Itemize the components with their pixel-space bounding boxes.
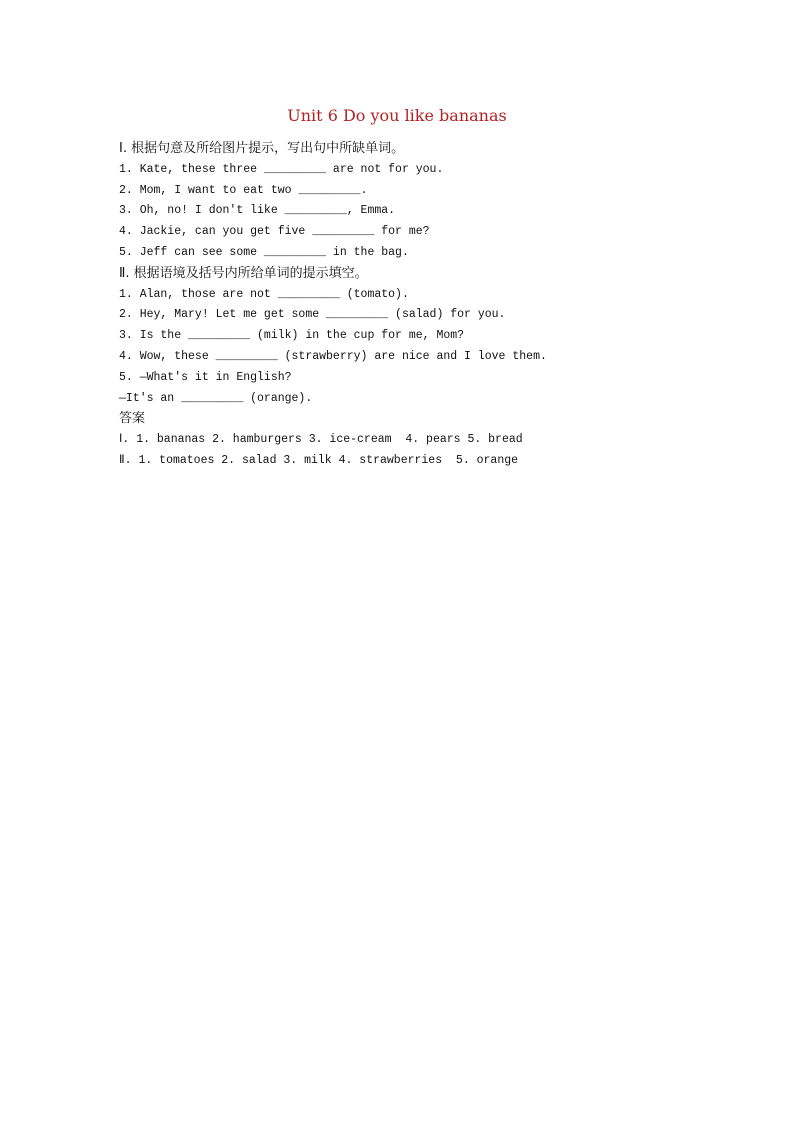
section-2-item-5-reply: —It's an _________ (orange). bbox=[119, 391, 313, 405]
section-1-heading: Ⅰ. 根据句意及所给图片提示，写出句中所缺单词。 bbox=[119, 141, 405, 156]
section-1-item-4: 4. Jackie, can you get five _________ for me? bbox=[119, 225, 430, 239]
section-2-item-1: 1. Alan, those are not _________ (tomato). bbox=[119, 287, 409, 301]
section-2-heading: Ⅱ. 根据语境及括号内所给单词的提示填空。 bbox=[119, 265, 368, 281]
section-2-item-3: 3. Is the _________ (milk) in the cup for me, Mom? bbox=[119, 329, 465, 343]
section-2-item-2: 2. Hey, Mary! Let me get some _________ (salad) for you. bbox=[119, 308, 506, 322]
answers-section-1: Ⅰ. 1. bananas 2. hamburgers 3. ice-cream 4. pears 5. bread bbox=[119, 433, 523, 447]
section-1-item-5: 5. Jeff can see some _________ in the bag. bbox=[119, 245, 409, 259]
document-title: Unit 6 Do you like bananas bbox=[287, 106, 507, 125]
document-body bbox=[119, 139, 759, 472]
section-2-item-5: 5. —What's it in English? bbox=[119, 370, 292, 384]
section-1-item-1: 1. Kate, these three _________ are not for you. bbox=[119, 162, 444, 176]
section-1-item-3: 3. Oh, no! I don't like _________, Emma. bbox=[119, 204, 396, 218]
answers-section-2: Ⅱ. 1. tomatoes 2. salad 3. milk 4. strawberries 5. orange bbox=[119, 453, 519, 467]
answers-heading: 答案 bbox=[119, 411, 146, 427]
section-1-item-2: 2. Mom, I want to eat two _________. bbox=[119, 183, 368, 197]
section-2-item-4: 4. Wow, these _________ (strawberry) are nice and I love them. bbox=[119, 349, 547, 363]
